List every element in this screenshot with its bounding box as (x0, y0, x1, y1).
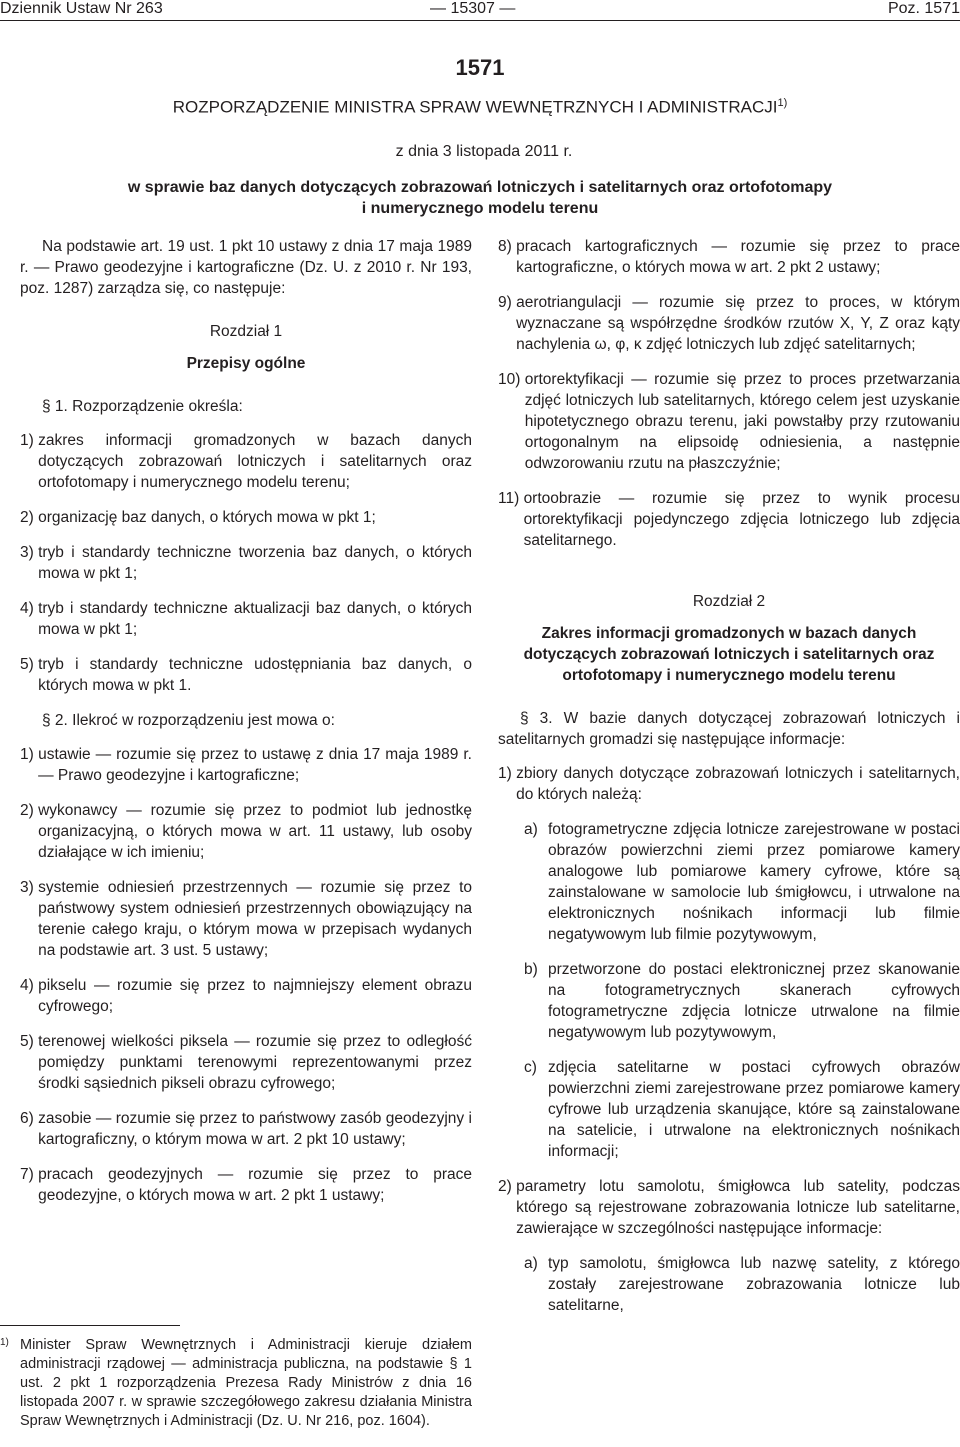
list-item (20, 507, 472, 528)
item-text: tryb i standardy techniczne aktualizacji baz danych, o których mowa w pkt 1; (38, 600, 472, 638)
page-header (0, 0, 960, 22)
footnote-rule (0, 1325, 180, 1326)
item-number: 11) (498, 490, 524, 507)
chapter-1-heading: Rozdział 1 (209, 323, 283, 340)
chapter-1-title: Przepisy ogólne (186, 355, 306, 372)
list-item (498, 369, 960, 474)
list-item (20, 800, 472, 863)
item-text: aerotriangulacji — rozumie się przez to proces, w którym wyznaczane są współrzędne środków rzutów X, Y, Z oraz kąty nachylenia ω, φ, κ zdjęć lotniczych lub zdjęć satelitarnych; (516, 294, 960, 353)
item-text: terenowej wielkości piksela — rozumie się przez to odległość pomiędzy punktami terenowymi reprezentowanymi przez środki sąsiednich pikseli obrazu cyfrowego; (38, 1033, 472, 1092)
item-text: ortorektyfikacji — rozumie się przez to proces przetwarzania zdjęć lotniczych lub satelitarnych, którego celem jest uzyskanie hipotetycznego obrazu terenu, jaki powstałby przy rzutowaniu ortogonalnym na elipsoidę odniesienia, a następnie odwzorowaniu rzutu na płaszczyźnie; (524, 371, 960, 472)
item-number: 5) (20, 1033, 39, 1050)
sub-item (498, 819, 960, 945)
item-text: pracach kartograficznych — rozumie się przez to prace kartograficzne, o których mowa w art. 2 pkt 2 ustawy; (516, 238, 960, 276)
sub-item-letter: b) (524, 961, 538, 978)
item-text: systemie odniesień przestrzennych — rozumie się przez to państwowy system odniesień przestrzennych obowiązujący na terenie całego kraju, o którym mowa w przepisach wydanych na podstawie art. 3 ust. 5 ustawy; (38, 879, 472, 959)
item-text: tryb i standardy techniczne udostępniania baz danych, o których mowa w pkt 1. (38, 656, 472, 694)
list-item (20, 1108, 472, 1150)
act-date: z dnia 3 listopada 2011 r. (395, 142, 573, 160)
list-item (20, 1164, 472, 1206)
list-item (20, 1031, 472, 1094)
sub-item (498, 1253, 960, 1316)
footnote-mark: 1) (0, 1337, 9, 1348)
list-item (20, 744, 472, 786)
item-number: 5) (20, 656, 39, 673)
item-number: 3) (20, 544, 39, 561)
item-number: 6) (20, 1110, 39, 1127)
footnote-text: Minister Spraw Wewnętrznych i Administracji kieruje działem administracji rządowej — administracja publiczna, na podstawie § 1 ust. 2 pkt 1 rozporządzenia Prezesa Rady Ministrów z dnia 16 listopada 2007 r. w sprawie szczegółowego zakresu działania Ministra Spraw Wewnętrznych i Administracji (Dz. U. Nr 216, poz. 1604). (20, 1337, 472, 1429)
right-column (498, 236, 960, 1330)
journal-name: Dziennik Ustaw Nr 263 (0, 0, 163, 17)
item-number: 1) (498, 765, 517, 782)
item-text: pracach geodezyjnych — rozumie się przez to prace geodezyjne, o których mowa w art. 2 pkt 1 ustawy; (38, 1166, 472, 1204)
act-title-block (0, 48, 960, 219)
item-text: wykonawcy — rozumie się przez to podmiot lub jednostkę organizacyjną, o których mowa w art. 11 ustawy, lub osoby działające w ich imieniu; (38, 802, 472, 861)
list-item (20, 542, 472, 584)
header-rule (0, 20, 960, 21)
item-number: 1) (20, 746, 39, 763)
list-item (20, 877, 472, 961)
item-number: 2) (20, 509, 39, 526)
sub-item (498, 1057, 960, 1162)
section-2-head: § 2. Ilekroć w rozporządzeniu jest mowa o: (42, 712, 335, 729)
act-name-text: ROZPORZĄDZENIE MINISTRA SPRAW WEWNĘTRZNYCH I ADMINISTRACJI (172, 97, 778, 117)
list-item (20, 654, 472, 696)
act-subject-line-2: i numerycznego modelu terenu (361, 199, 599, 217)
sub-item-letter: c) (524, 1059, 537, 1076)
item-number: 4) (20, 600, 39, 617)
footnote (0, 1325, 472, 1431)
list-item (20, 598, 472, 640)
chapter-2-title: Zakres informacji gromadzonych w bazach danych dotyczących zobrazowań lotniczych i satelitarnych oraz ortofotomapy i numerycznego modelu terenu (523, 625, 935, 684)
list-item (498, 292, 960, 355)
sub-item (498, 959, 960, 1043)
item-text: zasobie — rozumie się przez to państwowy zasób geodezyjny i kartograficzny, o którym mowa w art. 2 pkt 10 ustawy; (38, 1110, 472, 1148)
list-item (498, 236, 960, 278)
act-subject-line-1: w sprawie baz danych dotyczących zobrazowań lotniczych i satelitarnych oraz ortofotomapy (127, 178, 833, 196)
act-number: 1571 (455, 55, 505, 80)
item-text: zakres informacji gromadzonych w bazach danych dotyczących zobrazowań lotniczych i satelitarnych oraz ortofotomapy i numerycznego modelu terenu; (38, 432, 472, 491)
list-item (498, 763, 960, 805)
item-number: 3) (20, 879, 39, 896)
left-column (20, 236, 472, 1220)
sub-item-letter: a) (524, 821, 538, 838)
footnote-ref: 1) (777, 97, 788, 109)
list-item (20, 975, 472, 1017)
page-number: — 15307 — (430, 0, 516, 17)
chapter-2-heading: Rozdział 2 (692, 593, 766, 610)
item-number: 2) (498, 1178, 517, 1195)
section-1-head: § 1. Rozporządzenie określa: (42, 398, 243, 415)
item-number: 7) (20, 1166, 39, 1183)
list-item (498, 1176, 960, 1239)
item-text: ustawie — rozumie się przez to ustawę z dnia 17 maja 1989 r. — Prawo geodezyjne i kartograficzne; (38, 746, 472, 784)
sub-item-text: fotogrametryczne zdjęcia lotnicze zarejestrowane w postaci obrazów powierzchni ziemi przez pomiarowe kamery analogowe lub pomiarowe kamery cyfrowe, które są zainstalowane w samolocie lub śmigłowcu, i utrwalone na elektronicznych nośnikach informacji lub filmie negatywowym lub filmie pozytywowym, (548, 821, 960, 943)
item-text: pikselu — rozumie się przez to najmniejszy element obrazu cyfrowego; (38, 977, 472, 1015)
item-number: 2) (20, 802, 39, 819)
footnote-entry (0, 1336, 472, 1431)
act-name (0, 88, 960, 123)
item-number: 4) (20, 977, 39, 994)
sub-item-text: typ samolotu, śmigłowca lub nazwę satelity, z którego zostały zarejestrowane zobrazowania lotnicze lub satelitarne, (548, 1255, 960, 1314)
list-item (20, 430, 472, 493)
item-number: 10) (498, 371, 525, 388)
position-number: Poz. 1571 (887, 0, 960, 17)
sub-item-text: przetworzone do postaci elektronicznej przez skanowanie na fotogrametrycznych skanerach cyfrowych fotogrametryczne zdjęcia lotnicze utrwalone na filmie negatywowym lub pozytywowym, (548, 961, 960, 1041)
item-text: zbiory danych dotyczące zobrazowań lotniczych i satelitarnych, do których należą: (516, 765, 960, 803)
act-subject (0, 177, 960, 219)
sub-item-text: zdjęcia satelitarne w postaci cyfrowych obrazów powierzchni ziemi zarejestrowane przez pomiarowe kamery cyfrowe lub urządzenia skanujące, które są zainstalowane na satelicie, i utrwalone na elektronicznych nośnikach informacji; (548, 1059, 960, 1160)
item-text: organizację baz danych, o których mowa w pkt 1; (38, 509, 376, 526)
list-item (498, 488, 960, 551)
preamble: Na podstawie art. 19 ust. 1 pkt 10 ustawy z dnia 17 maja 1989 r. — Prawo geodezyjne i kartograficzne (Dz. U. z 2010 r. Nr 193, poz. 1287) zarządza się, co następuje: (20, 238, 472, 297)
item-text: ortoobrazie — rozumie się przez to wynik procesu ortorektyfikacji pojedynczego zdjęcia lotniczego lub zdjęcia satelitarnego. (523, 490, 960, 549)
item-text: parametry lotu samolotu, śmigłowca lub satelity, podczas którego są rejestrowane zobrazowania lotnicze lub satelitarne, zawierające w szczególności następujące informacje: (516, 1178, 960, 1237)
item-text: tryb i standardy techniczne tworzenia baz danych, o których mowa w pkt 1; (38, 544, 472, 582)
item-number: 9) (498, 294, 517, 311)
item-number: 1) (20, 432, 39, 449)
section-3-head: § 3. W bazie danych dotyczącej zobrazowań lotniczych i satelitarnych gromadzi się następujące informacje: (498, 710, 960, 748)
item-number: 8) (498, 238, 517, 255)
sub-item-letter: a) (524, 1255, 538, 1272)
